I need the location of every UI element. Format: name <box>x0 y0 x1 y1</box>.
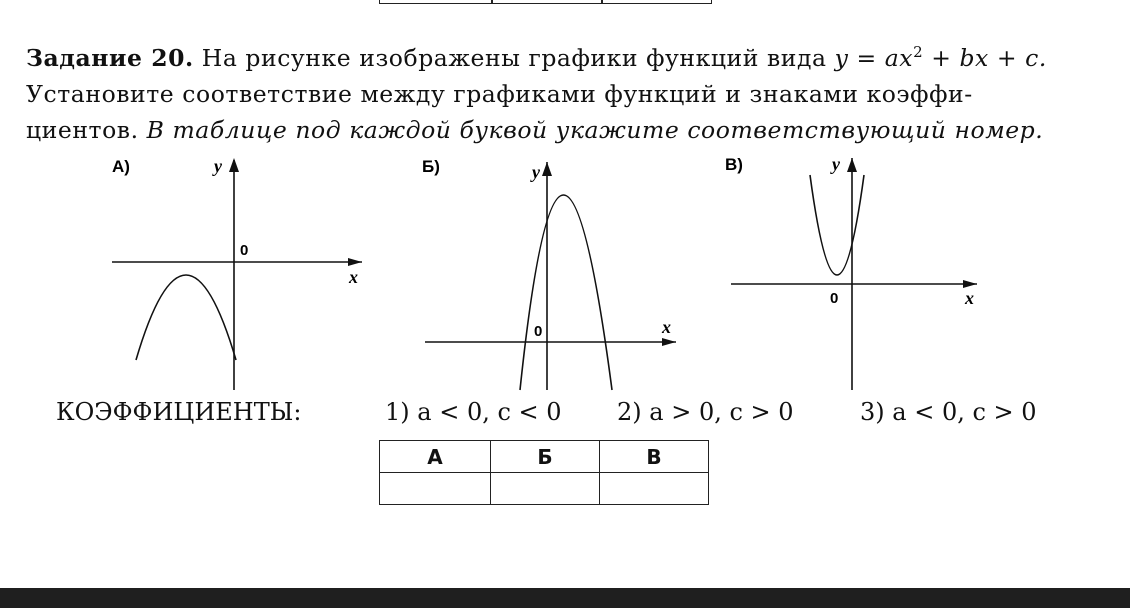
graph-a-y-arrow <box>229 158 239 172</box>
graph-a-x-arrow <box>348 258 362 266</box>
graph-c-origin: 0 <box>830 290 839 307</box>
graph-c-y-arrow <box>847 158 857 172</box>
previous-table-remnant <box>379 0 712 4</box>
coefficients-title: КОЭФФИЦИЕНТЫ: <box>56 398 302 426</box>
graph-a-parabola <box>136 275 236 360</box>
graph-b-y-arrow <box>542 162 552 176</box>
formula-exponent: 2 <box>913 43 924 61</box>
graph-c-label: В) <box>725 155 743 174</box>
graph-b-origin: 0 <box>534 323 543 340</box>
formula-rest: + bx + c. <box>923 44 1047 72</box>
graph-a-y-label: y <box>214 156 222 176</box>
task-number: Задание 20. <box>26 44 194 72</box>
task-instruction: В таблице под каждой буквой укажите соответствующий номер. <box>146 116 1044 144</box>
answer-cell-b[interactable] <box>491 473 600 505</box>
graph-b-x-arrow <box>662 338 676 346</box>
graph-b-label: Б) <box>422 157 440 176</box>
graph-a-x-label: x <box>349 267 358 287</box>
graph-a-label: А) <box>112 157 130 176</box>
graph-b-parabola <box>520 195 612 390</box>
task-text-1: На рисунке изображены графики функций вида <box>193 44 835 72</box>
graph-c <box>715 150 995 395</box>
task-line-3a: циентов. <box>26 116 147 144</box>
task-line-1 <box>26 40 1111 76</box>
answer-table-header-row <box>380 441 709 473</box>
header-a: А <box>380 441 491 473</box>
answer-cell-a[interactable] <box>380 473 491 505</box>
formula-eq: = <box>848 44 885 72</box>
formula <box>835 44 1047 72</box>
header-b: Б <box>491 441 600 473</box>
formula-ax: ax <box>884 44 914 72</box>
graph-a-origin: 0 <box>240 242 249 259</box>
task-line-2: Установите соответствие между графиками функций и знаками коэффи- <box>26 80 973 108</box>
header-c: В <box>600 441 709 473</box>
answer-cell-c[interactable] <box>600 473 709 505</box>
graph-c-parabola <box>810 175 864 275</box>
coefficient-option-2: 2) a > 0, c > 0 <box>617 398 794 426</box>
formula-y: y <box>834 44 849 72</box>
task-line-3 <box>26 112 1111 148</box>
answer-table-answer-row <box>380 473 709 505</box>
coefficient-option-1: 1) a < 0, c < 0 <box>385 398 562 426</box>
coefficient-option-3: 3) a < 0, c > 0 <box>860 398 1037 426</box>
graph-c-x-arrow <box>963 280 977 288</box>
task-statement <box>26 40 1111 148</box>
graph-c-y-label: y <box>832 154 840 174</box>
graph-b-y-label: y <box>532 162 540 182</box>
graph-b <box>410 150 700 395</box>
graph-c-x-label: x <box>965 288 974 308</box>
graph-b-x-label: x <box>662 317 671 337</box>
answer-table <box>379 440 709 505</box>
bottom-bar <box>0 588 1130 608</box>
graph-a <box>100 150 380 395</box>
